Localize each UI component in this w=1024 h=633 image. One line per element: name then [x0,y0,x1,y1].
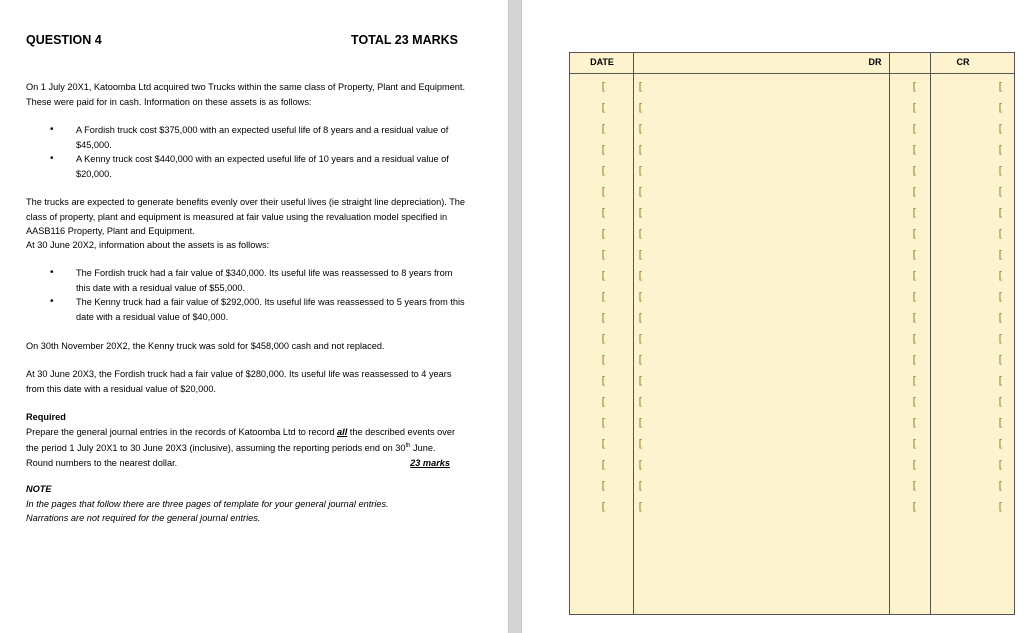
date-field[interactable]: [ [600,269,607,282]
required-marks: 23 marks [410,457,450,468]
account-field[interactable]: [ [637,80,644,93]
question-label: QUESTION 4 [26,33,102,47]
journal-template-table [569,52,1015,615]
dr-field[interactable]: [ [911,479,918,492]
dr-field[interactable]: [ [911,290,918,303]
bullet-fordish-initial: • A Fordish truck cost $375,000 with an expected useful life of 8 years and a residual value of $45,000. [76,123,466,152]
account-field[interactable]: [ [637,227,644,240]
question-total-marks: TOTAL 23 MARKS [351,33,458,47]
cr-field[interactable]: [ [997,143,1004,156]
depreciation-paragraph: The trucks are expected to generate benefits evenly over their useful lives (ie straight line depreciation). The class of property, plant and equipment is measured at fair value using the revaluation model specified in AASB116 Property, Plant and Equipment. [26,197,466,236]
dr-field[interactable]: [ [911,101,918,114]
cr-field[interactable]: [ [997,185,1004,198]
cr-field[interactable]: [ [997,269,1004,282]
dr-field[interactable]: [ [911,332,918,345]
dr-field[interactable]: [ [911,416,918,429]
note-line-1: In the pages that follow there are three pages of template for your general journal entries. [26,498,389,509]
account-field[interactable]: [ [637,143,644,156]
date-field[interactable]: [ [600,248,607,261]
sale-paragraph: On 30th November 20X2, the Kenny truck was sold for $458,000 cash and not replaced. [26,341,385,351]
date-field[interactable]: [ [600,80,607,93]
date-field[interactable]: [ [600,206,607,219]
account-field[interactable]: [ [637,437,644,450]
account-field[interactable]: [ [637,290,644,303]
cr-field[interactable]: [ [997,206,1004,219]
account-field[interactable]: [ [637,353,644,366]
account-field[interactable]: [ [637,416,644,429]
required-section [26,410,458,470]
cr-field[interactable]: [ [997,248,1004,261]
cr-field[interactable]: [ [997,458,1004,471]
page-gutter [508,0,522,633]
date-field[interactable]: [ [600,395,607,408]
cr-field[interactable]: [ [997,164,1004,177]
dr-field[interactable]: [ [911,374,918,387]
cr-field[interactable]: [ [997,374,1004,387]
cr-field[interactable]: [ [997,332,1004,345]
account-column [634,53,890,614]
account-field[interactable]: [ [637,164,644,177]
june-20x2-intro: At 30 June 20X2, information about the assets is as follows: [26,240,270,250]
account-field[interactable]: [ [637,395,644,408]
bullet-fordish-20x2: • The Fordish truck had a fair value of $340,000. Its useful life was reassessed to 8 years from this date with a residual value of $55,000. [76,266,466,295]
date-field[interactable]: [ [600,185,607,198]
header-dr: DR [868,57,882,67]
date-field[interactable]: [ [600,290,607,303]
question-page [0,0,508,633]
note-line-2: Narrations are not required for the general journal entries. [26,513,261,523]
account-field[interactable]: [ [637,311,644,324]
date-field[interactable]: [ [600,122,607,135]
cr-field[interactable]: [ [997,416,1004,429]
dr-field[interactable]: [ [911,353,918,366]
date-field[interactable]: [ [600,101,607,114]
dr-field[interactable]: [ [911,122,918,135]
cr-field[interactable]: [ [997,122,1004,135]
cr-field[interactable]: [ [997,80,1004,93]
date-field[interactable]: [ [600,353,607,366]
dr-field[interactable]: [ [911,227,918,240]
bullet-kenny-initial: • A Kenny truck cost $440,000 with an expected useful life of 10 years and a residual value of $20,000. [76,152,466,181]
date-field[interactable]: [ [600,416,607,429]
required-text: Prepare the general journal entries in the records of Katoomba Ltd to record all the described events over the period 1 July 20X1 to 30 June 20X3 (inclusive), assuming the reporting periods end on 30th June. Round numbers to the nearest dollar. 23 marks [26,425,458,471]
account-field[interactable]: [ [637,374,644,387]
account-field[interactable]: [ [637,479,644,492]
date-field[interactable]: [ [600,164,607,177]
dr-field[interactable]: [ [911,395,918,408]
date-field[interactable]: [ [600,437,607,450]
account-field[interactable]: [ [637,101,644,114]
required-emphasis: all [337,426,348,437]
dr-field[interactable]: [ [911,143,918,156]
date-field[interactable]: [ [600,479,607,492]
dr-field[interactable]: [ [911,311,918,324]
cr-field[interactable]: [ [997,353,1004,366]
header-divider [570,73,1014,74]
cr-field[interactable]: [ [997,500,1004,513]
account-field[interactable]: [ [637,500,644,513]
note-heading: NOTE [26,484,52,494]
cr-field[interactable]: [ [997,227,1004,240]
cr-field[interactable]: [ [997,290,1004,303]
cr-field[interactable]: [ [997,437,1004,450]
dr-field[interactable]: [ [911,206,918,219]
account-field[interactable]: [ [637,458,644,471]
header-cr: CR [956,57,970,67]
dr-field[interactable]: [ [911,437,918,450]
bullet-kenny-20x2: • The Kenny truck had a fair value of $292,000. Its useful life was reassessed to 5 years from this date with a residual value of $40,000. [76,295,466,324]
date-field[interactable]: [ [600,143,607,156]
account-field[interactable]: [ [637,122,644,135]
note-section [26,482,466,526]
account-field[interactable]: [ [637,206,644,219]
dr-field[interactable]: [ [911,164,918,177]
account-field[interactable]: [ [637,269,644,282]
dr-field[interactable]: [ [911,458,918,471]
intro-paragraph: On 1 July 20X1, Katoomba Ltd acquired two Trucks within the same class of Property, Plant and Equipment. These were paid for in cash. Information on these assets is as follows: [26,82,466,107]
cr-field[interactable]: [ [997,311,1004,324]
required-heading: Required [26,412,66,422]
date-field[interactable]: [ [600,374,607,387]
june-20x3-paragraph: At 30 June 20X3, the Fordish truck had a fair value of $280,000. Its useful life was reassessed to 4 years from this date with a residual value of $20,000. [26,369,452,394]
date-field[interactable]: [ [600,332,607,345]
question-header [26,33,458,47]
cr-field[interactable]: [ [997,479,1004,492]
account-field[interactable]: [ [637,332,644,345]
cr-field[interactable]: [ [997,101,1004,114]
header-date: DATE [590,57,614,67]
dr-field[interactable]: [ [911,185,918,198]
dr-field[interactable]: [ [911,500,918,513]
date-field[interactable]: [ [600,227,607,240]
account-field[interactable]: [ [637,248,644,261]
date-field[interactable]: [ [600,458,607,471]
date-field[interactable]: [ [600,311,607,324]
dr-field[interactable]: [ [911,269,918,282]
date-field[interactable]: [ [600,500,607,513]
cr-field[interactable]: [ [997,395,1004,408]
account-field[interactable]: [ [637,185,644,198]
dr-field[interactable]: [ [911,248,918,261]
dr-field[interactable]: [ [911,80,918,93]
